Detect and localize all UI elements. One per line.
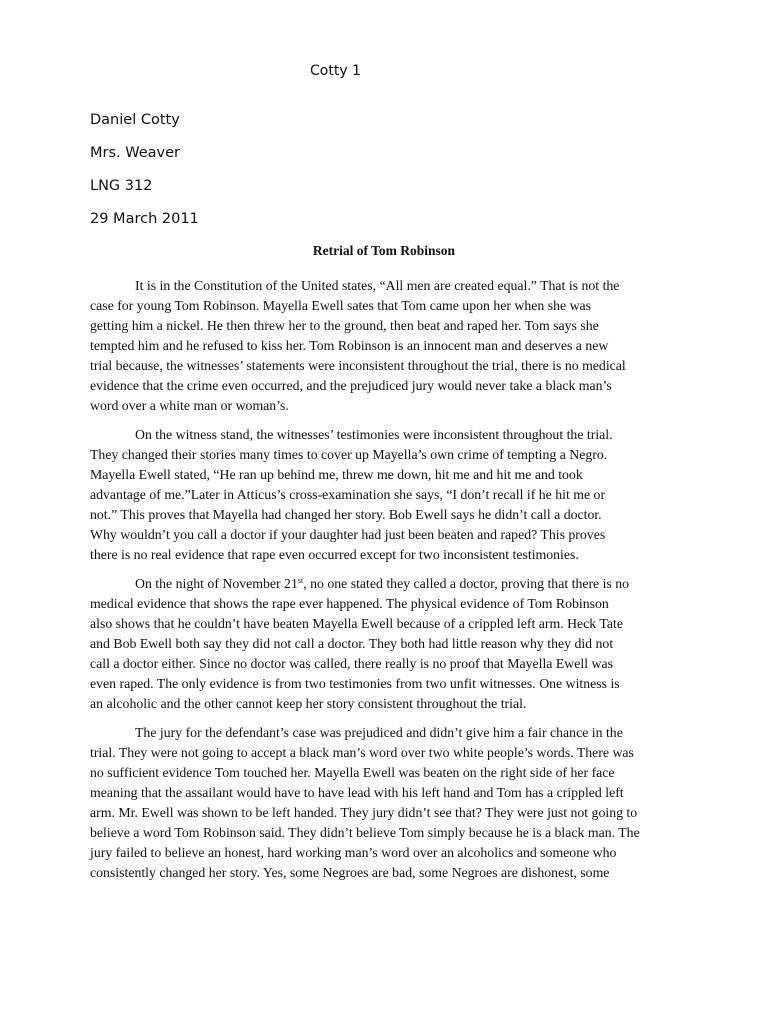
paragraph-line: The jury for the defendant’s case was prejudiced and didn’t give him a fair chance in the — [135, 725, 623, 740]
paragraph-line: tempted him and he refused to kiss her. Tom Robinson is an innocent man and deserves a new — [90, 338, 609, 353]
paragraph-4 — [90, 723, 700, 883]
paragraph-line: even raped. The only evidence is from two testimonies from two unfit witnesses. One witness is — [90, 676, 620, 691]
paragraph-line: not.” This proves that Mayella had changed her story. Bob Ewell says he didn’t call a doctor. — [90, 507, 602, 522]
paragraph-line: trial. They were not going to accept a black man’s word over two white people’s words. There was — [90, 745, 634, 760]
instructor-name: Mrs. Weaver — [90, 145, 181, 161]
paragraph-line: meaning that the assailant would have to have lead with his left hand and Tom has a crippled left — [90, 785, 624, 800]
paragraph-line: It is in the Constitution of the United states, “All men are created equal.” That is not the — [135, 278, 620, 293]
paragraph-line: advantage of me.”Later in Atticus’s cross-examination she says, “I don’t recall if he hit me or — [90, 487, 606, 502]
paragraph-line: On the night of November 21st, no one stated they called a doctor, proving that there is no — [135, 576, 630, 591]
mla-heading — [90, 110, 199, 242]
essay-body — [90, 276, 700, 892]
paragraph-line: no sufficient evidence Tom touched her. Mayella Ewell was beaten on the right side of her face — [90, 765, 615, 780]
paragraph-1 — [90, 276, 700, 416]
essay-title: Retrial of Tom Robinson — [312, 243, 456, 258]
student-name: Daniel Cotty — [90, 112, 180, 128]
course-name: LNG 312 — [90, 178, 153, 194]
essay-date: 29 March 2011 — [90, 211, 199, 227]
paragraph-line: Mayella Ewell stated, “He ran up behind me, threw me down, hit me and hit me and took — [90, 467, 583, 482]
paragraph-line: evidence that the crime even occurred, and the prejudiced jury would never take a black man’s — [90, 378, 612, 393]
paragraph-line: arm. Mr. Ewell was shown to be left handed. They jury didn’t see that? They were just not going to — [90, 805, 638, 820]
paragraph-line: getting him a nickel. He then threw her to the ground, then beat and raped her. Tom says she — [90, 318, 599, 333]
paragraph-2 — [90, 425, 700, 565]
ordinal-suffix: st — [297, 576, 304, 585]
paragraph-line: there is no real evidence that rape even occurred except for two inconsistent testimonies. — [90, 547, 579, 562]
paragraph-line: word over a white man or woman’s. — [90, 398, 289, 413]
paragraph-3 — [90, 574, 700, 714]
paragraph-line: medical evidence that shows the rape ever happened. The physical evidence of Tom Robinson — [90, 596, 609, 611]
paragraph-line: case for young Tom Robinson. Mayella Ewell sates that Tom came upon her when she was — [90, 298, 592, 313]
paragraph-line: call a doctor either. Since no doctor was called, there really is no proof that Mayella Ewell was — [90, 656, 613, 671]
paragraph-line: believe a word Tom Robinson said. They didn’t believe Tom simply because he is a black man. The — [90, 825, 640, 840]
paragraph-line: consistently changed her story. Yes, some Negroes are bad, some Negroes are dishonest, some — [90, 865, 610, 880]
paragraph-line: and Bob Ewell both say they did not call a doctor. They both had little reason why they did not — [90, 636, 614, 651]
paragraph-line: jury failed to believe an honest, hard working man’s word over an alcoholics and someone who — [90, 845, 617, 860]
paragraph-line: On the witness stand, the witnesses’ testimonies were inconsistent throughout the trial. — [135, 427, 613, 442]
paragraph-line: an alcoholic and the other cannot keep her story consistent throughout the trial. — [90, 696, 527, 711]
paragraph-line: They changed their stories many times to cover up Mayella’s own crime of tempting a Negro. — [90, 447, 608, 462]
paragraph-line: Why wouldn’t you call a doctor if your daughter had just been beaten and raped? This proves — [90, 527, 606, 542]
paragraph-line: also shows that he couldn’t have beaten Mayella Ewell because of a crippled left arm. Heck Tate — [90, 616, 623, 631]
paragraph-line: trial because, the witnesses’ statements were inconsistent throughout the trial, there is no medical — [90, 358, 626, 373]
running-header: Cotty 1 — [310, 63, 361, 79]
